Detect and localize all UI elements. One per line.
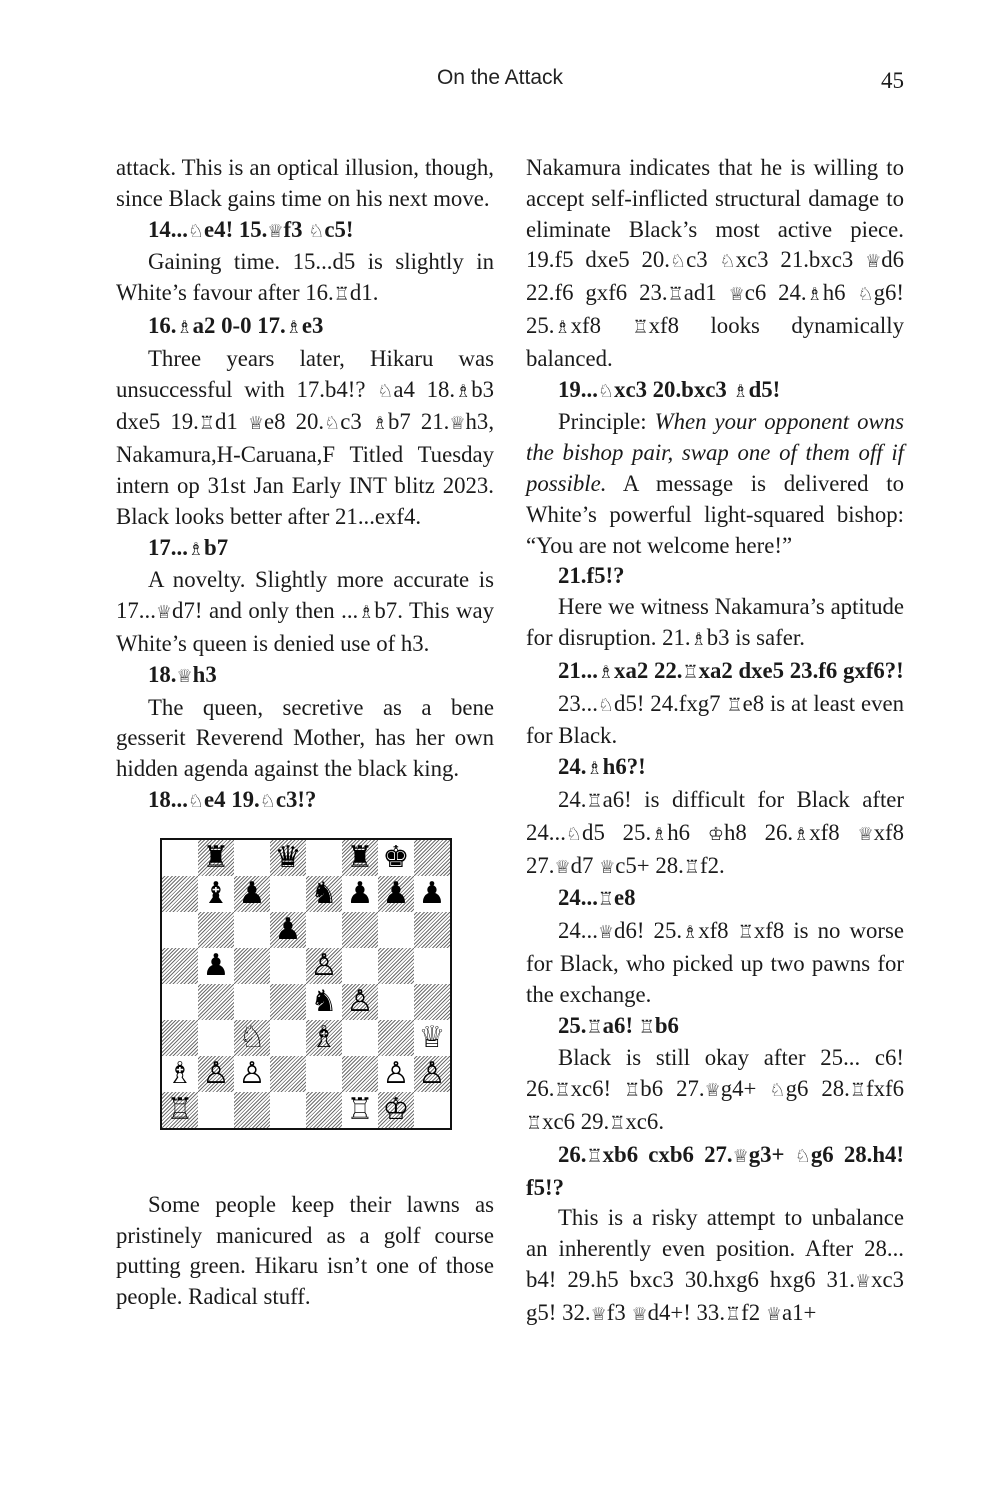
black-pawn-icon: ♟ xyxy=(274,911,302,947)
white-pawn-icon: ♙ xyxy=(346,983,374,1019)
white-king-icon: ♔ xyxy=(382,1091,410,1127)
square-b1 xyxy=(198,1092,234,1128)
black-pawn-icon: ♟ xyxy=(238,875,266,911)
left-column xyxy=(116,153,494,1313)
white-rook-icon: ♖ xyxy=(346,1091,374,1127)
paragraph: This is a risky attempt to unbalance an inherently even position. After 28... b4! 29.h5 bxc3 30.hxg6 hxg6 31.♕xc3 g5! 32.♕f3 ♕d4+! 33.♖f2 ♕a1+ xyxy=(526,1205,904,1325)
square-a7 xyxy=(162,876,198,912)
black-rook-icon: ♜ xyxy=(202,839,230,875)
square-h6 xyxy=(414,912,450,948)
square-f2 xyxy=(342,1056,378,1092)
square-b6 xyxy=(198,912,234,948)
black-rook-icon: ♜ xyxy=(346,839,374,875)
move-line: 21...♗xa2 22.♖xa2 dxe5 23.f6 gxf6?! xyxy=(558,657,904,683)
white-pawn-icon: ♙ xyxy=(202,1055,230,1091)
square-c5 xyxy=(234,948,270,984)
black-bishop-icon: ♝ xyxy=(202,875,230,911)
white-queen-icon: ♕ xyxy=(418,1019,446,1055)
move-line: 24.♗h6?! xyxy=(558,754,646,780)
square-h4 xyxy=(414,984,450,1020)
square-e8 xyxy=(306,840,342,876)
black-pawn-icon: ♟ xyxy=(346,875,374,911)
square-g6 xyxy=(378,912,414,948)
black-pawn-icon: ♟ xyxy=(202,947,230,983)
square-h5 xyxy=(414,948,450,984)
paragraph: attack. This is an optical illusion, though, since Black gains time on his next move. xyxy=(116,155,494,211)
square-c6 xyxy=(234,912,270,948)
square-d4 xyxy=(270,984,306,1020)
black-pawn-icon: ♟ xyxy=(382,875,410,911)
square-d7 xyxy=(270,876,306,912)
square-d3 xyxy=(270,1020,306,1056)
chess-board xyxy=(160,838,452,1130)
black-queen-icon: ♛ xyxy=(274,839,302,875)
square-e1 xyxy=(306,1092,342,1128)
square-b3 xyxy=(198,1020,234,1056)
paragraph: Some people keep their lawns as pristinely manicured as a golf course putting green. Hikaru isn’t one of those people. Radical stuff. xyxy=(116,1191,494,1310)
paragraph: 24...♕d6! 25.♗xf8 ♖xf8 is no worse for Black, who picked up two pawns for the exchange. xyxy=(526,918,904,1007)
square-f5 xyxy=(342,948,378,984)
white-bishop-icon: ♗ xyxy=(166,1055,194,1091)
paragraph: Black is still okay after 25... c6! 26.♖xc6! ♖b6 27.♕g4+ ♘g6 28.♖fxf6 ♖xc6 29.♖xc6. xyxy=(526,1045,904,1134)
paragraph: 24.♖a6! is difficult for Black after 24...♘d5 25.♗h6 ♔h8 26.♗xf8 ♕xf8 27.♕d7 ♕c5+ 28.♖f2. xyxy=(526,786,904,878)
square-h1 xyxy=(414,1092,450,1128)
running-header: On the Attack xyxy=(436,66,564,89)
white-pawn-icon: ♙ xyxy=(382,1055,410,1091)
black-pawn-icon: ♟ xyxy=(418,875,446,911)
square-a3 xyxy=(162,1020,198,1056)
move-line: 24...♖e8 xyxy=(558,885,636,911)
square-a5 xyxy=(162,948,198,984)
paragraph: Here we witness Nakamura’s aptitude for disruption. 21.♗b3 is safer. xyxy=(526,594,904,650)
square-d2 xyxy=(270,1056,306,1092)
white-pawn-icon: ♙ xyxy=(418,1055,446,1091)
paragraph: Principle: When your opponent owns the bishop pair, swap one of them off if possible. A message is delivered to White’s powerful light-squared bishop: “You are not welcome here!” xyxy=(526,409,904,558)
square-f3 xyxy=(342,1020,378,1056)
white-bishop-icon: ♗ xyxy=(310,1019,338,1055)
right-column xyxy=(526,153,904,1330)
square-f6 xyxy=(342,912,378,948)
black-knight-icon: ♞ xyxy=(310,875,338,911)
chess-diagram xyxy=(116,818,494,1190)
move-line: 17...♗b7 xyxy=(148,534,229,560)
black-king-icon: ♚ xyxy=(382,839,410,875)
square-c8 xyxy=(234,840,270,876)
page-number: 45 xyxy=(881,68,904,93)
square-g5 xyxy=(378,948,414,984)
square-h8 xyxy=(414,840,450,876)
white-knight-icon: ♘ xyxy=(238,1019,266,1055)
paragraph: Nakamura indicates that he is willing to accept self-inflicted structural damage to eliminate Black’s most active piece. 19.f5 dxe5 20.♘c3 ♘xc3 21.bxc3 ♕d6 22.f6 gxf6 23.♖ad1 ♕c6 24.♗h6 ♘g6! 25.♗xf8 ♖xf8 looks dynamically balanced. xyxy=(526,155,905,371)
paragraph: 23...♘d5! 24.fxg7 ♖e8 is at least even for Black. xyxy=(526,690,904,749)
white-rook-icon: ♖ xyxy=(166,1091,194,1127)
move-line: 19...♘xc3 20.bxc3 ♗d5! xyxy=(558,376,781,402)
white-pawn-icon: ♙ xyxy=(310,947,338,983)
square-g3 xyxy=(378,1020,414,1056)
square-d5 xyxy=(270,948,306,984)
paragraph: A novelty. Slightly more accurate is 17...♕d7! and only then ...♗b7. This way White’s queen is denied use of h3. xyxy=(116,567,494,656)
move-line: 14...♘e4! 15.♕f3 ♘c5! xyxy=(148,216,354,242)
square-e6 xyxy=(306,912,342,948)
square-d1 xyxy=(270,1092,306,1128)
move-line: 18...♘e4 19.♘c3!? xyxy=(148,786,317,812)
paragraph: The queen, secretive as a bene gesserit Reverend Mother, has her own hidden agenda against the black king. xyxy=(116,694,494,782)
paragraph: Gaining time. 15...d5 is slightly in White’s favour after 16.♖d1. xyxy=(116,249,494,306)
move-line: 18.♕h3 xyxy=(148,661,217,687)
square-e2 xyxy=(306,1056,342,1092)
square-g4 xyxy=(378,984,414,1020)
paragraph: Three years later, Hikaru was unsuccessful with 17.b4!? ♘a4 18.♗b3 dxe5 19.♖d1 ♕e8 20.♘c3 ♗b7 21.♕h3, Nakamura,H-Caruana,F Titled Tuesday intern op 31st Jan Early INT blitz 2023. Black looks better after 21...exf4. xyxy=(116,345,495,529)
move-line: 21.f5!? xyxy=(558,563,625,589)
square-a6 xyxy=(162,912,198,948)
black-knight-icon: ♞ xyxy=(310,983,338,1019)
square-c1 xyxy=(234,1092,270,1128)
square-c4 xyxy=(234,984,270,1020)
square-a4 xyxy=(162,984,198,1020)
move-line: 16.♗a2 0-0 17.♗e3 xyxy=(148,312,324,338)
move-line: 25.♖a6! ♖b6 xyxy=(558,1012,679,1038)
white-pawn-icon: ♙ xyxy=(238,1055,266,1091)
move-line: 26.♖xb6 cxb6 27.♕g3+ ♘g6 28.h4! f5!? xyxy=(526,1141,904,1200)
square-b4 xyxy=(198,984,234,1020)
square-a8 xyxy=(162,840,198,876)
